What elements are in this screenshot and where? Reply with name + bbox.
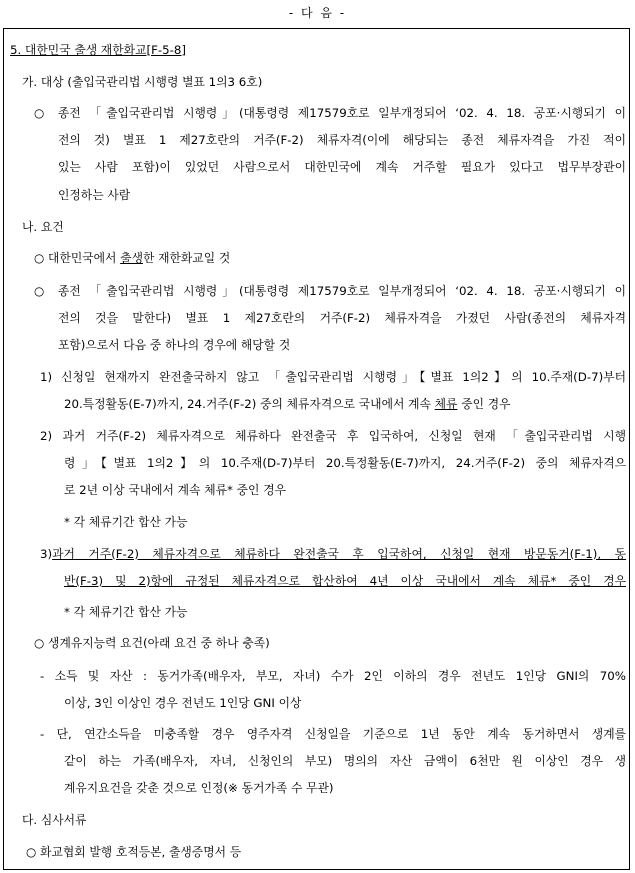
ga-bullet-line-4: 인정하는 사람	[58, 188, 131, 202]
na-note-2: * 각 체류기간 합산 가능	[64, 605, 188, 619]
document-box	[3, 28, 630, 870]
section-ga-label: 가. 대상 (출입국관리법 시행령 별표 1의3 6호)	[22, 75, 263, 89]
na-bullet-birth: ○ 대한민국에서 출생한 재한화교일 것	[34, 251, 231, 265]
na-item-1-line-2: 20.특정활동(E-7)까지, 24.거주(F-2) 중의 체류자격으로 국내에서 계속 체류 중인 경우	[64, 397, 511, 411]
section-title-text: 5. 대한민국 출생 재한화교[F-5-8]	[10, 43, 186, 57]
da-bullet-documents: ○ 화교협회 발행 호적등본, 출생증명서 등	[26, 845, 242, 859]
section-title	[10, 43, 186, 58]
na-item-2-line-3: 로 2년 이상 국내에서 계속 체류* 중인 경우	[64, 483, 286, 497]
na-note-1: * 각 체류기간 합산 가능	[64, 515, 188, 529]
ga-bullet-line-1: ○ 종전 「출입국관리법 시행령」(대통령령 제17579호로 일부개정되어 ‘02. 4. 18. 공포·시행되기 이	[34, 106, 626, 120]
section-na-label: 나. 요건	[22, 220, 64, 234]
na-bullet-livelihood: ○ 생계유지능력 요건(아래 요건 중 하나 충족)	[34, 636, 270, 650]
na-dash-2-line-3: 계유지요건을 갖춘 것으로 인정(※ 동거가족 수 무관)	[64, 781, 334, 795]
na-bullet-2-line-1: ○ 종전 「출입국관리법 시행령」(대통령령 제17579호로 일부개정되어 ‘02. 4. 18. 공포·시행되기 이	[34, 284, 626, 298]
na-item-1-line-1: 1) 신청일 현재까지 완전출국하지 않고 「출입국관리법 시행령」【별표 1의2】의 10.주재(D-7)부터	[40, 370, 626, 384]
na-dash-2-line-2: 같이 하는 가족(배우자, 자녀, 신청인의 부모) 명의의 자산 금액이 6천만 원 이상인 경우 생	[64, 754, 626, 768]
na-dash-1-line-1: - 소득 및 자산 : 동거가족(배우자, 부모, 자녀) 수가 2인 이하의 경우 전년도 1인당 GNI의 70%	[40, 669, 626, 683]
na-bullet-2-line-3: 포함)으로서 다음 중 하나의 경우에 해당할 것	[58, 338, 291, 352]
section-da-label: 다. 심사서류	[22, 813, 87, 827]
ga-bullet-line-3: 있는 사람 포함)이 있었던 사람으로서 대한민국에 계속 거주할 필요가 있다고 법무부장관이	[58, 160, 626, 174]
na-item-3-line-1: 3) 과거 거주(F-2) 체류자격으로 체류하다 완전출국 후 입국하여, 신청일 현재 방문동거(F-1), 동	[40, 547, 626, 561]
na-item-2-line-2: 령」【별표 1의2】의 10.주재(D-7)부터 20.특정활동(E-7)까지, 24.거주(F-2) 중의 체류자격으	[64, 456, 626, 470]
na-dash-1-line-2: 이상, 3인 이상인 경우 전년도 1인당 GNI 이상	[64, 696, 302, 710]
ga-bullet-line-2: 전의 것) 별표 1 제27호란의 거주(F-2) 체류자격(이에 해당되는 종전 체류자격을 가진 적이	[58, 133, 626, 147]
na-dash-2-line-1: - 단, 연간소득을 미충족할 경우 영주자격 신청일을 기준으로 1년 동안 계속 동거하면서 생계를	[40, 727, 626, 741]
na-bullet-2-line-2: 전의 것을 말한다) 별표 1 제27호란의 거주(F-2) 체류자격을 가졌던 사람(종전의 체류자격	[58, 311, 626, 325]
na-item-2-line-1: 2) 과거 거주(F-2) 체류자격으로 체류하다 완전출국 후 입국하여, 신청일 현재 「출입국관리법 시행	[40, 429, 626, 443]
notice-header: - 다 음 -	[288, 6, 347, 20]
na-item-3-line-2: 반(F-3) 및 2)항에 규정된 체류자격으로 합산하여 4년 이상 국내에서 계속 체류* 중인 경우	[64, 574, 626, 588]
